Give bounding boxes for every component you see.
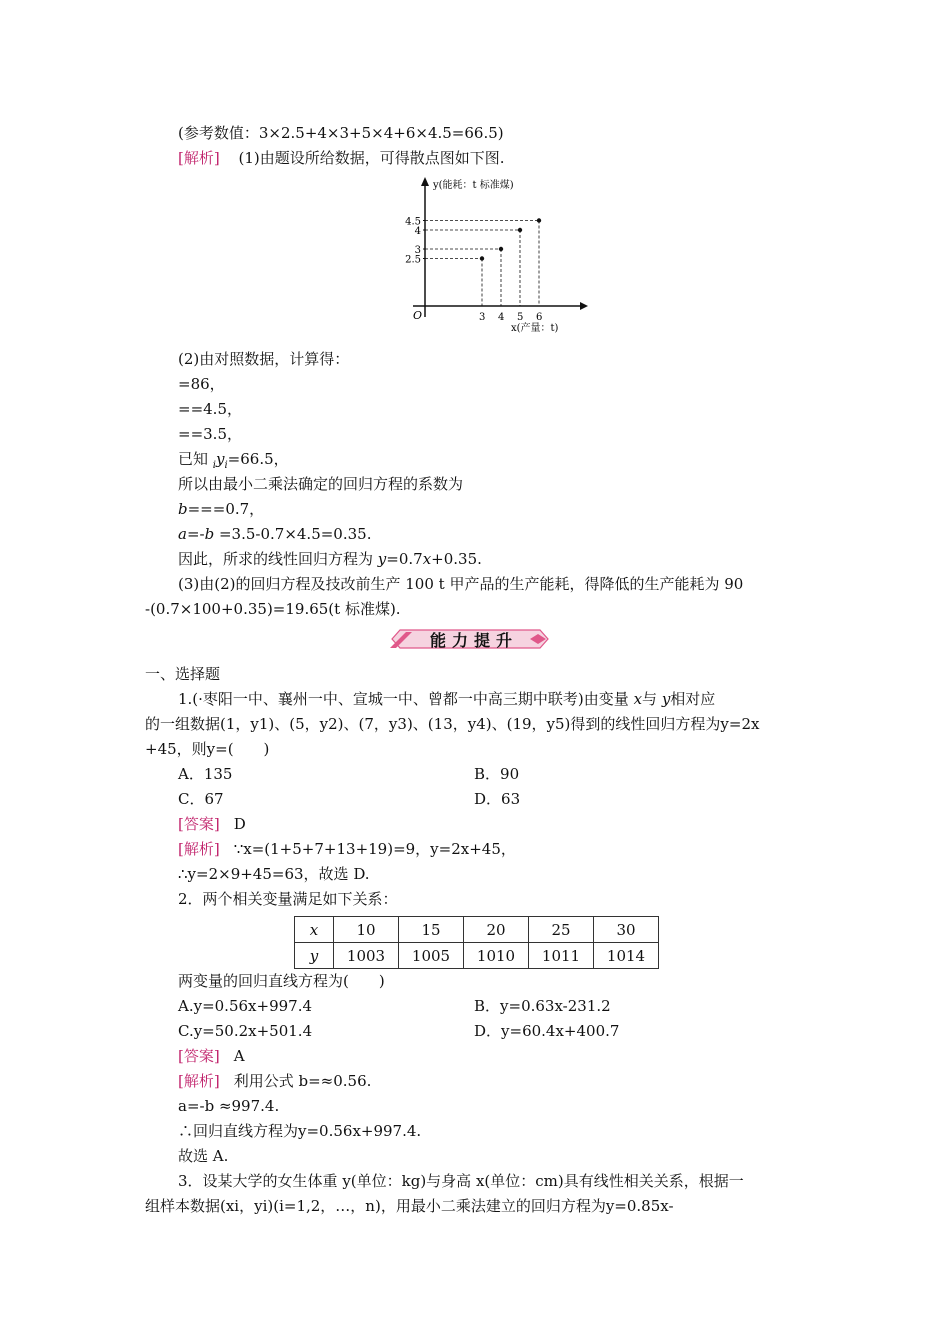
q1-option-d: D．63 [474,790,521,808]
table-row [295,943,659,969]
q2-analysis-1: [解析] 利用公式 b=≈0.56. [178,1072,372,1090]
table-cell: y [295,943,334,969]
calc-line-1: =86， [178,375,225,393]
q2-question: 两变量的回归直线方程为( ) [178,972,385,990]
q1-line-2: 的一组数据(1，y1)、(5，y2)、(7，y3)、(13，y4)、(19，y5)得到的线性回归方程为y=2x [145,715,760,733]
y-axis-label: y(能耗：t 标准煤) [433,180,514,191]
part3-line-1: (3)由(2)的回归方程及技改前生产 100 t 甲产品的生产能耗，得降低的生产能耗为 90 [178,575,744,593]
q2-option-c: C.y=50.2x+501.4 [178,1022,313,1040]
x-tick-label: 4 [498,312,505,323]
x-axis-arrow [580,302,588,310]
x-tick-label: 5 [517,312,524,323]
data-point [518,228,522,232]
q1-option-c: C．67 [178,790,224,808]
result-line: 因此，所求的线性回归方程为 y=0.7x+0.35. [178,550,482,568]
data-point [480,256,484,260]
y-axis-arrow [421,177,429,186]
q2-stem: 2．两个相关变量满足如下关系： [178,890,398,908]
y-tick-label: 3 [414,245,421,256]
part3-line-2: -(0.7×100+0.35)=19.65(t 标准煤). [145,600,401,618]
q2-option-b: B．y=0.63x-231.2 [474,997,611,1015]
q1-answer: [答案] D [178,815,246,833]
q3-line-2: 组样本数据(xi，yi)(i=1,2，…，n)，用最小二乘法建立的回归方程为y=0.85x- [145,1197,674,1215]
x-axis-label: x(产量：t) [511,323,559,334]
table-cell: 1005 [399,943,464,969]
x-tick-label: 6 [536,312,543,323]
y-tick-label: 4 [414,226,421,237]
banner-title: 能力提升 [430,631,519,650]
q1-option-a: A．135 [178,765,233,783]
q2-analysis-3: ∴回归直线方程为y=0.56x+997.4. [178,1122,422,1140]
q2-option-d: D．y=60.4x+400.7 [474,1022,620,1040]
b-line: b===0.7， [178,500,265,518]
q1-option-b: B．90 [474,765,520,783]
q1-analysis-1: [解析] ∵x=(1+5+7+13+19)=9，y=2x+45， [178,840,516,858]
coef-intro: 所以由最小二乘法确定的回归方程的系数为 [178,475,464,493]
table-cell: 10 [334,917,399,943]
table-row [295,917,659,943]
a-line: a=-b =3.5-0.7×4.5=0.35. [178,525,372,543]
scatter-chart [395,172,595,340]
q2-analysis-4: 故选 A. [178,1147,229,1165]
section-title: 一、选择题 [145,665,221,683]
table-cell: 20 [464,917,529,943]
table-cell: 1010 [464,943,529,969]
q3-line-1: 3．设某大学的女生体重 y(单位：kg)与身高 x(单位：cm)具有线性相关关系，根据一 [178,1172,744,1190]
relation-table [294,916,659,969]
calc-line-2: ==4.5， [178,400,242,418]
y-tick-label: 4.5 [405,216,421,228]
table-cell: 15 [399,917,464,943]
known-line: 已知 $_iy_i=66.5$， [178,450,289,471]
q1-line-1: 1.(·枣阳一中、襄州一中、宣城一中、曾都一中高三期中联考)由变量 x与 y相对应 [178,690,716,708]
table-cell: 1014 [594,943,659,969]
origin-label: O [413,309,423,322]
q2-analysis-2: a=-b ≈997.4. [178,1097,280,1115]
data-point [499,247,503,251]
table-cell: 30 [594,917,659,943]
data-point [537,218,541,222]
x-tick-label: 3 [479,312,486,323]
analysis-1 [178,147,505,169]
part1-text: (1)由题设所给数据，可得散点图如下图. [238,149,505,167]
analysis-tag: [解析] [178,149,220,167]
y-tick-label: 2.5 [405,254,421,266]
q2-option-a: A.y=0.56x+997.4 [178,997,313,1015]
q2-answer: [答案] A [178,1047,245,1065]
table-cell: 1003 [334,943,399,969]
q1-line-3: +45，则y=( ) [145,740,270,758]
table-cell: 1011 [529,943,594,969]
table-cell: x [295,917,334,943]
ref-values: (参考数值：3×2.5+4×3+5×4+6×4.5=66.5) [178,124,504,142]
q1-analysis-2: ∴y=2×9+45=63，故选 D. [178,865,370,883]
table-cell: 25 [529,917,594,943]
part2: (2)由对照数据，计算得： [178,350,350,368]
calc-line-3: ==3.5， [178,425,242,443]
